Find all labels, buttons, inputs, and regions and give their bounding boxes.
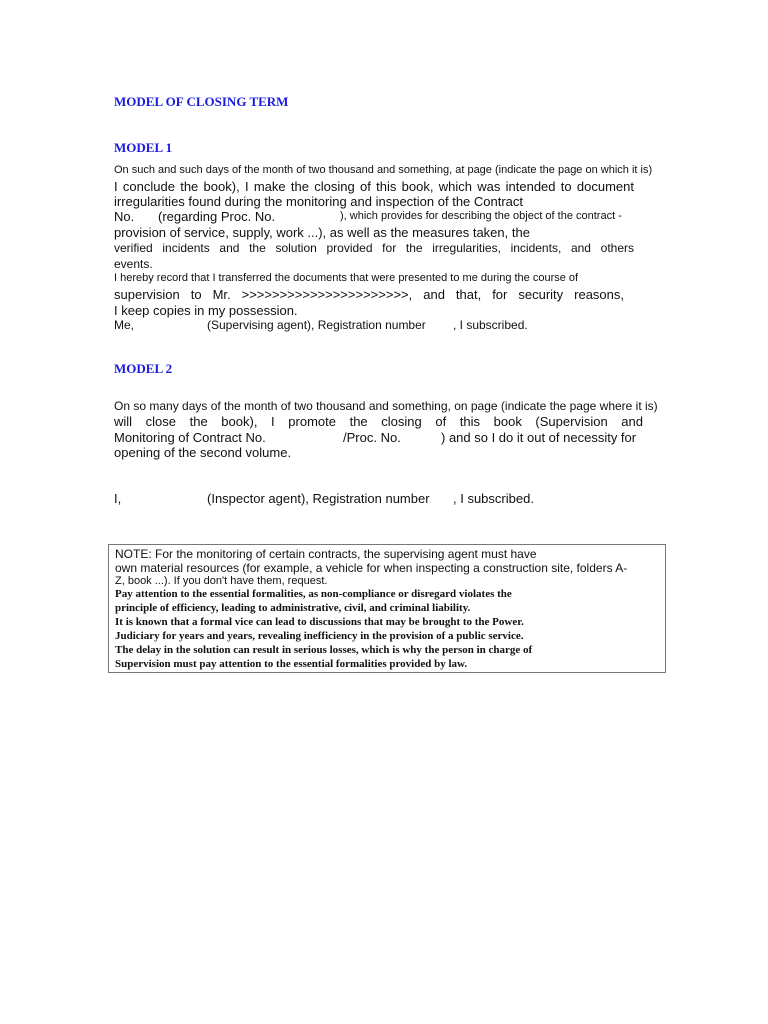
model-2-line: ) and so I do it out of necessity for bbox=[441, 430, 637, 445]
model-1-line: events. bbox=[114, 257, 153, 271]
model-1-line: No. bbox=[114, 209, 135, 224]
model-2-line: will close the book), I promote the closing of this book (Supervision and bbox=[114, 414, 643, 429]
model-1-line: On such and such days of the month of two thousand and something, at page (indicate the page on which it is) bbox=[114, 164, 653, 176]
model-2-signature-role: (Inspector agent), Registration number bbox=[207, 491, 430, 506]
model-2-line: opening of the second volume. bbox=[114, 445, 292, 460]
model-1-line: I conclude the book), I make the closing of this book, which was intended to document bbox=[114, 179, 634, 194]
model-1-line: irregularities found during the monitoring and inspection of the Contract bbox=[114, 194, 524, 209]
model-2-line: /Proc. No. bbox=[343, 430, 401, 445]
note-bold-line: Pay attention to the essential formalities, as non-compliance or disregard violates the bbox=[115, 588, 512, 600]
model-1-line: ), which provides for describing the object of the contract - bbox=[340, 210, 622, 222]
model-1-heading: MODEL 1 bbox=[114, 140, 173, 155]
note-line: Z, book ...). If you don't have them, request. bbox=[115, 575, 328, 587]
model-1-line: provision of service, supply, work ...), as well as the measures taken, the bbox=[114, 225, 530, 240]
note-line: NOTE: For the monitoring of certain contracts, the supervising agent must have bbox=[115, 547, 537, 561]
note-bold-line: Judiciary for years and years, revealing inefficiency in the provision of a public service. bbox=[115, 630, 524, 642]
note-line: own material resources (for example, a vehicle for when inspecting a construction site, folders A- bbox=[115, 561, 628, 575]
model-1-line: I keep copies in my possession. bbox=[114, 303, 298, 318]
model-2-signature-i: I, bbox=[114, 491, 122, 506]
model-1-line: supervision to Mr. >>>>>>>>>>>>>>>>>>>>>>, and that, for security reasons, bbox=[114, 287, 624, 302]
model-2-heading: MODEL 2 bbox=[114, 361, 173, 376]
note-bold-line: It is known that a formal vice can lead to discussions that may be brought to the Power. bbox=[115, 616, 524, 628]
document-title: MODEL OF CLOSING TERM bbox=[114, 94, 289, 109]
model-2-signature-subscribed: , I subscribed. bbox=[453, 491, 534, 506]
model-2-line: Monitoring of Contract No. bbox=[114, 430, 266, 445]
note-bold-line: principle of efficiency, leading to administrative, civil, and criminal liability. bbox=[115, 602, 471, 614]
model-1-signature-role: (Supervising agent), Registration number bbox=[207, 318, 426, 332]
model-1-signature-me: Me, bbox=[114, 318, 135, 332]
model-1-signature-subscribed: , I subscribed. bbox=[453, 318, 528, 332]
note-bold-line: Supervision must pay attention to the essential formalities provided by law. bbox=[115, 658, 468, 670]
note-box bbox=[108, 544, 666, 673]
note-bold-line: The delay in the solution can result in serious losses, which is why the person in charge of bbox=[115, 644, 533, 656]
model-2-line: On so many days of the month of two thousand and something, on page (indicate the page where it is) bbox=[114, 399, 658, 413]
model-1-line: I hereby record that I transferred the documents that were presented to me during the course of bbox=[114, 272, 579, 284]
model-1-line: (regarding Proc. No. bbox=[158, 209, 276, 224]
model-1-line: verified incidents and the solution provided for the irregularities, incidents, and others bbox=[114, 241, 634, 255]
